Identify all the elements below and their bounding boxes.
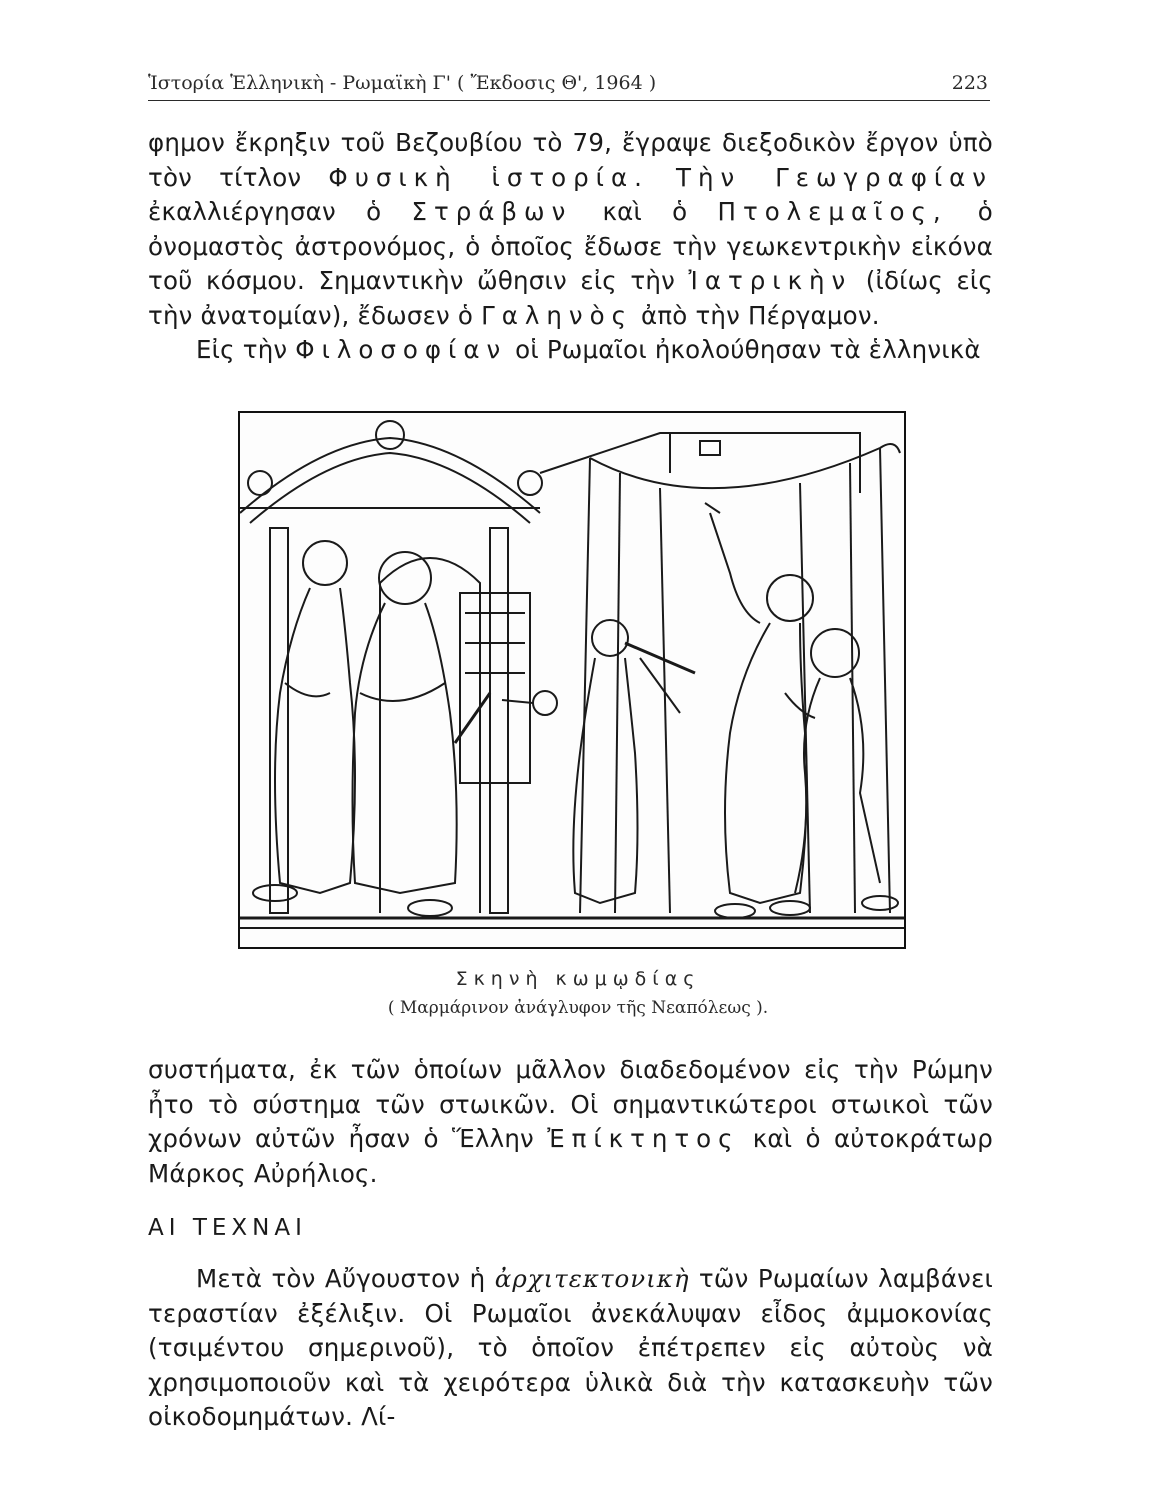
header-title: Ἱστορία Ἑλληνικὴ - Ρωμαϊκὴ Γ' ( Ἔκδοσις Θ', 1964 ) [148, 72, 657, 94]
spaced-term: Ἐπίκτητος [547, 1124, 740, 1153]
spaced-term: Ἰατρικὴν [688, 266, 853, 295]
figure-caption-subtitle: ( Μαρμάρινον ἀνάγλυφον τῆς Νεαπόλεως ). [387, 998, 769, 1018]
page-number: 223 [951, 72, 988, 94]
text-run: Εἰς τὴν [196, 335, 296, 364]
spaced-term: Φιλοσοφίαν [295, 335, 508, 364]
spaced-term: Φυσικὴ ἱστορία. [328, 162, 649, 192]
relief-illustration [238, 411, 906, 949]
text-run: ἐκαλλιέργησαν ὁ [148, 197, 412, 226]
text-run: τῶν Ρωμαίων λαμβάνει τεραστίαν ἐξέλιξιν. Οἱ Ρωμαῖοι ἀνεκάλυψαν εἶδος ἀμμοκονίας (τσιμέντου σημερινοῦ), τὸ ὁποῖον ἐπέτρεπεν εἰς αὐτοὺς νὰ χρησιμοποιοῦν καὶ τὰ χειρότερα ὑλικὰ διὰ τὴν κατασκευὴν τῶν οἰκοδομημάτων. Λί- [148, 1264, 994, 1431]
spaced-term: Στράβων [411, 197, 573, 226]
body-text-top [148, 126, 993, 368]
body-text-middle [148, 1053, 993, 1191]
figure-caption-title: Σκηνὴ κωμῳδίας [455, 968, 701, 990]
text-run: φημον ἔκρηξιν τοῦ Βεζουβίου τὸ 79, ἔγραψε διεξοδικὸν ἔργον ὑπὸ τὸν τίτλον [148, 128, 993, 192]
text-run: (ἰδίως εἰς τὴν ἀνατομίαν), ἔδωσεν ὁ [148, 266, 994, 330]
text-run: ὁ ὀνομαστὸς ἀστρονόμος, ὁ ὁποῖος ἔδωσε τὴν γεωκεντρικὴν εἰκόνα τοῦ κόσμου. Σημαντικὴν ὤθησιν εἰς τὴν [148, 197, 993, 295]
running-header [148, 66, 990, 101]
paragraph-2 [148, 333, 993, 368]
paragraph-3 [148, 1053, 993, 1191]
text-run: Μετὰ τὸν Αὔγουστον ἡ [196, 1264, 495, 1293]
text-run: καὶ ὁ αὐτοκράτωρ Μάρκος Αὐρήλιος. [148, 1124, 993, 1188]
spaced-term: Πτολεμαῖος, [717, 197, 948, 226]
italic-term: ἀρχιτεκτονικὴ [494, 1264, 690, 1293]
paragraph-4 [148, 1262, 993, 1435]
text-run: ἀπὸ τὴν Πέργαμον. [633, 300, 880, 330]
text-run [649, 163, 676, 192]
spaced-term: Γαληνὸς [481, 300, 633, 330]
spaced-term: Τὴν Γεωγραφίαν [676, 162, 993, 192]
body-text-bottom [148, 1262, 993, 1435]
text-run: οἱ Ρωμαῖοι ἠκολούθησαν τὰ ἑλληνικὰ [507, 335, 981, 364]
section-heading: ΑΙ ΤΕΧΝΑΙ [148, 1215, 307, 1241]
text-run: συστήματα, ἐκ τῶν ὁποίων μᾶλλον διαδεδομένον εἰς τὴν Ρώμην ἦτο τὸ σύστημα τῶν στωικῶν. Οἱ σημαντικώτεροι στωικοὶ τῶν χρόνων αὐτῶν ἦσαν ὁ Ἕλλην [148, 1055, 993, 1153]
comedy-scene-drawing [240, 413, 904, 947]
paragraph-1 [148, 126, 993, 333]
text-run: καὶ ὁ [572, 197, 718, 226]
